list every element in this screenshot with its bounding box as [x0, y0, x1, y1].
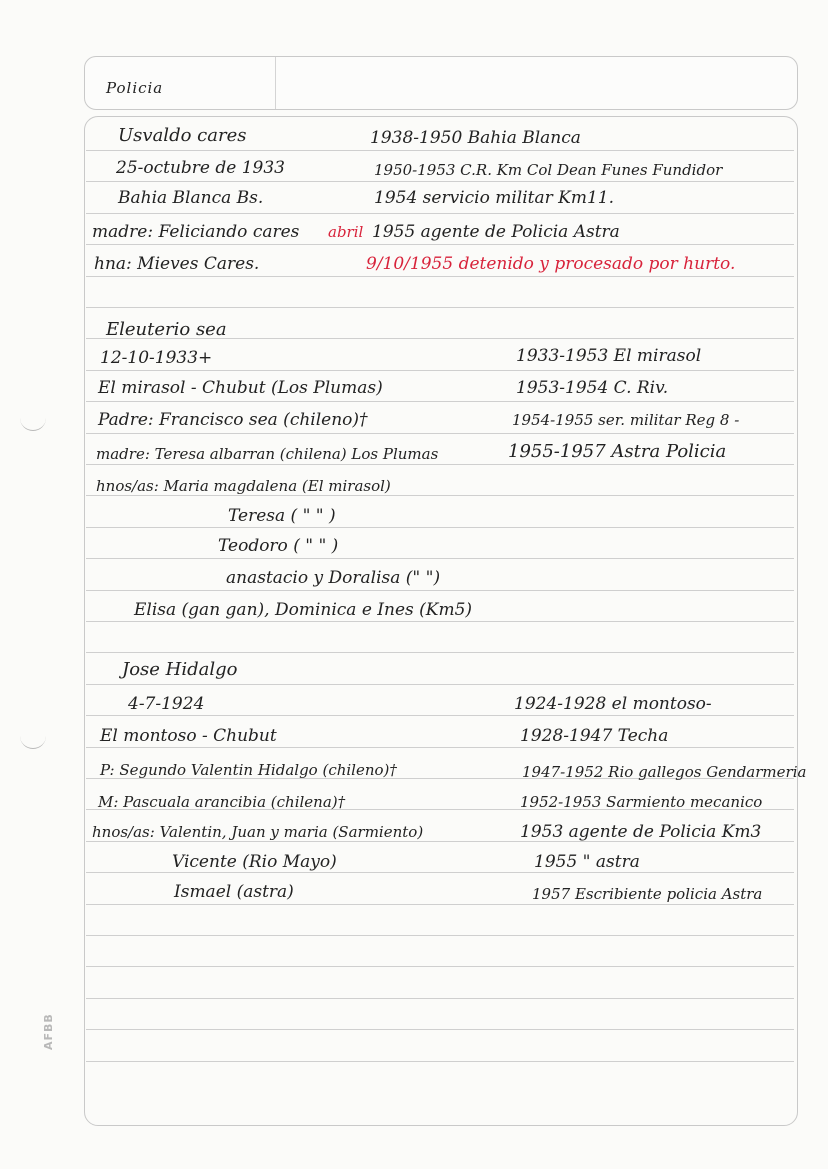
entry-1-sibling: hna: Mieves Cares.	[94, 254, 260, 274]
entry-3-history-7: 1957 Escribiente policia Astra	[532, 885, 763, 903]
entry-2-sibling-3: Teodoro ( " " )	[218, 536, 339, 556]
ruled-line	[86, 621, 794, 622]
header-divider	[275, 57, 276, 109]
ruled-line	[86, 1029, 794, 1030]
ruled-line	[86, 244, 794, 245]
entry-3-history-6: 1955 " astra	[534, 852, 640, 872]
entry-2-sibling-5: Elisa (gan gan), Dominica e Ines (Km5)	[134, 600, 473, 620]
entry-1-history-1: 1938-1950 Bahia Blanca	[370, 128, 581, 148]
ruled-line	[86, 684, 794, 685]
ruled-line	[86, 715, 794, 716]
ruled-line	[86, 558, 794, 559]
ruled-line	[86, 998, 794, 999]
page-title: Policia	[106, 79, 164, 97]
entry-2-sibling-2: Teresa ( " " )	[228, 506, 336, 526]
ruled-line	[86, 590, 794, 591]
entry-2-name: Eleuterio sea	[106, 319, 227, 340]
ruled-line	[86, 181, 794, 182]
entry-2-father: Padre: Francisco sea (chileno)†	[98, 410, 368, 430]
ruled-line	[86, 401, 794, 402]
entry-3-sibling-1: hnos/as: Valentin, Juan y maria (Sarmiento)	[92, 823, 424, 841]
ruled-line	[86, 150, 794, 151]
ruled-line	[86, 747, 794, 748]
entry-2-history-4: 1955-1957 Astra Policia	[508, 441, 727, 462]
entry-3-history-4: 1952-1953 Sarmiento mecanico	[520, 793, 763, 811]
ruled-line	[86, 433, 794, 434]
binder-hole-mark	[20, 418, 46, 431]
entry-3-father: P: Segundo Valentin Hidalgo (chileno)†	[100, 761, 397, 779]
ruled-line	[86, 872, 794, 873]
entry-1-history-2: 1950-1953 C.R. Km Col Dean Funes Fundidor	[374, 161, 723, 179]
ruled-line	[86, 213, 794, 214]
entry-3-place: El montoso - Chubut	[100, 726, 277, 746]
entry-1-name: Usvaldo cares	[118, 125, 247, 146]
ruled-line	[86, 966, 794, 967]
entry-1-detention-note: 9/10/1955 detenido y procesado por hurto.	[366, 254, 736, 274]
entry-2-history-2: 1953-1954 C. Riv.	[516, 378, 669, 398]
entry-3-sibling-2: Vicente (Rio Mayo)	[172, 852, 337, 872]
entry-3-birth: 4-7-1924	[128, 694, 205, 714]
page-header-box	[84, 56, 798, 110]
ruled-line	[86, 904, 794, 905]
entry-2-sibling-4: anastacio y Doralisa (" ")	[226, 568, 441, 588]
entry-3-history-1: 1924-1928 el montoso-	[514, 694, 712, 714]
ruled-line	[86, 464, 794, 465]
entry-2-birth: 12-10-1933+	[100, 348, 213, 368]
entry-3-history-5: 1953 agente de Policia Km3	[520, 822, 762, 842]
entry-3-mother: M: Pascuala arancibia (chilena)†	[98, 793, 346, 811]
entry-1-history-3: 1954 servicio militar Km11.	[374, 188, 615, 208]
ruled-line	[86, 935, 794, 936]
entry-2-place: El mirasol - Chubut (Los Plumas)	[98, 378, 383, 398]
entry-1-birth: 25-octubre de 1933	[116, 158, 285, 178]
ruled-line	[86, 527, 794, 528]
entry-1-history-4: 1955 agente de Policia Astra	[372, 222, 620, 242]
entry-3-history-3: 1947-1952 Rio gallegos Gendarmeria	[522, 763, 807, 781]
entry-3-history-2: 1928-1947 Techa	[520, 726, 669, 746]
entry-3-name: Jose Hidalgo	[122, 659, 238, 680]
entry-1-mother: madre: Feliciando cares	[92, 222, 300, 242]
ruled-line	[86, 652, 794, 653]
entry-2-history-3: 1954-1955 ser. militar Reg 8 -	[512, 411, 740, 429]
ruled-line	[86, 1061, 794, 1062]
ruled-line	[86, 276, 794, 277]
ruled-line	[86, 370, 794, 371]
entry-2-sibling-1: hnos/as: Maria magdalena (El mirasol)	[96, 477, 391, 495]
ruled-line	[86, 307, 794, 308]
binder-hole-mark	[20, 736, 46, 749]
entry-1-place: Bahia Blanca Bs.	[118, 188, 264, 208]
brand-logo: AFBB	[42, 1013, 55, 1050]
entry-2-mother: madre: Teresa albarran (chilena) Los Plumas	[96, 445, 439, 463]
entry-1-history-insert: abril	[328, 223, 364, 241]
entry-2-history-1: 1933-1953 El mirasol	[516, 346, 702, 366]
entry-3-sibling-3: Ismael (astra)	[174, 882, 294, 902]
